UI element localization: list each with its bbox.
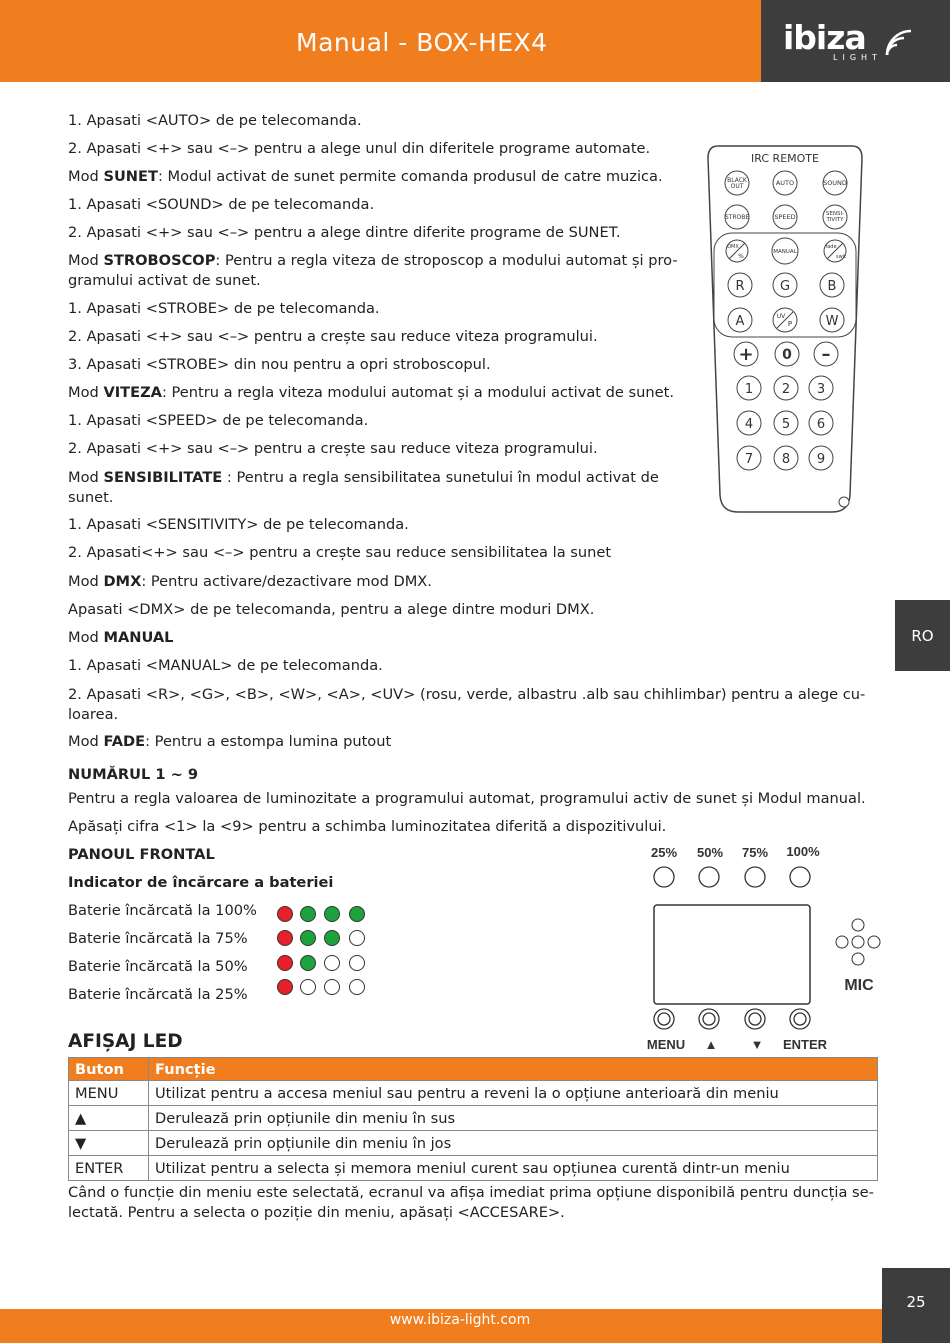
remote-sound-label: SOUND [823, 179, 847, 187]
body-line [68, 765, 198, 784]
body-line-text: Apăsați cifra <1> la <9> pentru a schimba luminozitatea diferită a dispozitivului. [68, 818, 667, 835]
remote-dmx-label: DMX [727, 244, 739, 250]
battery-led-green [300, 955, 316, 971]
body-line-bold: NUMĂRUL 1 ~ 9 [68, 766, 199, 783]
table-cell-function: Utilizat pentru a selecta și memora meniul curent sau opțiunea curentă dintr-un meniu [149, 1156, 878, 1181]
body-line-text: 1. Apasati <AUTO> de pe telecomanda. [68, 112, 362, 129]
battery-led-green [349, 906, 365, 922]
brand-logo [761, 0, 950, 82]
body-line [68, 901, 257, 920]
panel-down-label: ▼ [750, 1037, 764, 1052]
footer-url-link[interactable]: www.ibiza-light.com [389, 1312, 531, 1328]
body-line-text: Mod [68, 629, 104, 646]
table-row [69, 1081, 878, 1106]
battery-led-off [349, 930, 365, 946]
table-cell-button: ▼ [69, 1131, 149, 1156]
body-line-text: 1. Apasati <MANUAL> de pe telecomanda. [68, 657, 383, 674]
body-line-text: : Modul activat de sunet permite comanda produsul de catre muzica. [157, 168, 663, 185]
battery-led-green [300, 930, 316, 946]
body-line [68, 845, 215, 864]
remote-swit-label: swit [835, 254, 847, 260]
table-cell-button: ▲ [69, 1106, 149, 1131]
body-line [68, 789, 866, 808]
body-line-text: Pentru a regla valoarea de luminozitate a programului automat, programului activ de sunet și Modul manual. [68, 790, 866, 807]
body-line-bold: SENSIBILITATE [103, 469, 223, 486]
led-display-heading: AFIȘAJ LED [68, 1031, 183, 1052]
body-line-text: Mod [68, 168, 104, 185]
body-line-text: : Pentru a regla viteza de stroposcop a modului automat și pro- [215, 252, 678, 269]
signal-waves-icon [883, 25, 923, 59]
battery-led-red [277, 955, 293, 971]
battery-led-off [349, 979, 365, 995]
body-line-bold: Indicator de încărcare a bateriei [68, 874, 334, 891]
body-line [68, 515, 409, 534]
remote-digit-label: 2 [781, 382, 791, 397]
body-line-bold: DMX [103, 573, 142, 590]
body-line-text: : Pentru a estompa lumina putout [145, 733, 392, 750]
remote-percent-label: % [738, 253, 744, 260]
button-function-table [68, 1057, 878, 1181]
body-line [68, 929, 248, 948]
closing-line-1: Când o funcție din meniu este selectată, ecranul va afișa imediat prima opțiune disponibilă pentru duncția se- [68, 1184, 874, 1201]
table-cell-button: MENU [69, 1081, 149, 1106]
body-line-text: 2. Apasati <+> sau <–> pentru a alege dintre diferite programe de SUNET. [68, 224, 621, 241]
battery-led-green [300, 906, 316, 922]
remote-r-label: R [735, 279, 745, 294]
body-line [68, 299, 380, 318]
remote-zero-label: 0 [782, 347, 792, 363]
panel-lcd-display [654, 905, 810, 1004]
remote-manual-label: MANUAL [773, 249, 797, 255]
battery-led-red [277, 979, 293, 995]
panel-label-100: 100% [786, 844, 820, 859]
body-line [68, 705, 118, 724]
body-line-text: 1. Apasati <SENSITIVITY> de pe telecomanda. [68, 516, 409, 533]
body-line [68, 167, 663, 186]
body-line [68, 383, 674, 402]
battery-led-off [300, 979, 316, 995]
remote-blackout-label: BLACK [727, 177, 747, 184]
body-line-text: 2. Apasati <+> sau <–> pentru a crește sau reduce viteza programului. [68, 440, 598, 457]
body-line-text: 2. Apasati <+> sau <–> pentru a crește sau reduce viteza programului. [68, 328, 598, 345]
table-cell-function: Utilizat pentru a accesa meniul sau pentru a reveni la o opțiune anterioară din meniu [149, 1081, 878, 1106]
body-line [68, 600, 594, 619]
table-header-row [69, 1058, 878, 1081]
body-line-text: 2. Apasati <R>, <G>, <B>, <W>, <A>, <UV> (rosu, verde, albastru .alb sau chihlimbar) pentru a alege cu- [68, 686, 866, 703]
body-line-text: Mod [68, 384, 104, 401]
body-line [68, 873, 333, 892]
remote-uv-label: UV [776, 313, 786, 320]
battery-led-off [349, 955, 365, 971]
body-line-text: 1. Apasati <SPEED> de pe telecomanda. [68, 412, 369, 429]
table-row [69, 1156, 878, 1181]
remote-digit-label: 6 [816, 417, 826, 432]
body-line-text: : Pentru a regla sensibilitatea sunetului în modul activat de [222, 469, 659, 486]
svg-text:TIVITY: TIVITY [826, 217, 844, 223]
panel-enter-label: ENTER [782, 1037, 828, 1052]
body-line-bold: VITEZA [103, 384, 162, 401]
body-line [68, 439, 598, 458]
body-line-text: Mod [68, 469, 104, 486]
table-row [69, 1131, 878, 1156]
body-line-text: Apasati <DMX> de pe telecomanda, pentru a alege dintre moduri DMX. [68, 601, 595, 618]
body-line-text: Baterie încărcată la 75% [68, 930, 248, 947]
body-line [68, 685, 865, 704]
table-cell-button: ENTER [69, 1156, 149, 1181]
panel-up-label: ▲ [704, 1037, 718, 1052]
remote-g-label: G [779, 279, 791, 294]
panel-menu-label: MENU [646, 1037, 686, 1052]
body-line-bold: FADE [103, 733, 146, 750]
body-line-text: loarea. [68, 706, 119, 723]
ir-remote-illustration [700, 140, 870, 520]
panel-led-50 [699, 867, 719, 887]
body-line-text: : Pentru activare/dezactivare mod DMX. [141, 573, 432, 590]
body-line-text: Baterie încărcată la 50% [68, 958, 248, 975]
panel-label-25: 25% [650, 845, 678, 860]
panel-led-75 [745, 867, 765, 887]
remote-title: IRC REMOTE [751, 152, 819, 165]
battery-led-green [324, 906, 340, 922]
battery-led-green [324, 930, 340, 946]
remote-digit-label: 8 [781, 452, 791, 467]
logo-wordmark: ibiza [783, 18, 866, 57]
panel-led-100 [790, 867, 810, 887]
body-line [68, 572, 432, 591]
body-line [68, 327, 598, 346]
table-header-button: Buton [69, 1058, 149, 1081]
remote-w-label: W [825, 314, 839, 329]
body-line-text: sunet. [68, 489, 114, 506]
remote-auto-label: AUTO [775, 179, 795, 187]
body-line-text: Baterie încărcată la 25% [68, 986, 248, 1003]
body-line-text: gramului activat de sunet. [68, 272, 261, 289]
remote-strobe-label: STROBE [724, 214, 750, 221]
body-line [68, 957, 248, 976]
table-header-function: Funcție [149, 1058, 878, 1081]
panel-led-25 [654, 867, 674, 887]
remote-digit-label: 5 [781, 417, 791, 432]
body-line [68, 468, 659, 487]
remote-sensitivity-label: SENSI- [825, 211, 845, 217]
svg-text:OUT: OUT [730, 183, 744, 190]
battery-led-red [277, 930, 293, 946]
body-line-text: Baterie încărcată la 100% [68, 902, 257, 919]
body-line-text: 3. Apasati <STROBE> din nou pentru a opri stroboscopul. [68, 356, 491, 373]
battery-led-off [324, 979, 340, 995]
front-panel-illustration [640, 838, 874, 1058]
body-line [68, 656, 383, 675]
closing-line-2: lectată. Pentru a selecta o poziție din meniu, apăsați <ACCESARE>. [68, 1204, 565, 1221]
body-line [68, 488, 113, 507]
remote-ir-window [839, 497, 849, 507]
remote-digit-label: 1 [744, 382, 754, 397]
body-line [68, 817, 666, 836]
remote-a-label: A [735, 314, 745, 329]
body-line [68, 111, 362, 130]
body-line-text: 2. Apasati <+> sau <–> pentru a alege unul din diferitele programe automate. [68, 140, 651, 157]
body-line [68, 732, 391, 751]
body-line-text: Mod [68, 252, 104, 269]
body-line [68, 271, 261, 290]
remote-speed-label: SPEED [774, 213, 796, 221]
body-line [68, 543, 611, 562]
body-line [68, 628, 173, 647]
body-line [68, 411, 368, 430]
body-line [68, 355, 491, 374]
remote-b-label: B [827, 279, 837, 294]
body-line [68, 251, 678, 270]
panel-label-50: 50% [696, 845, 724, 860]
remote-plus-label: + [738, 344, 754, 365]
body-line-bold: PANOUL FRONTAL [68, 846, 215, 863]
panel-mic-label: MIC [844, 977, 874, 994]
panel-label-75: 75% [741, 845, 769, 860]
page-number: 25 [882, 1268, 950, 1343]
table-cell-function: Derulează prin opțiunile din meniu în sus [149, 1106, 878, 1131]
remote-digit-label: 9 [816, 452, 826, 467]
body-line-text: Mod [68, 573, 104, 590]
body-line [68, 985, 248, 1004]
body-line-bold: SUNET [103, 168, 158, 185]
remote-minus-label: – [821, 344, 831, 365]
remote-p-label: P [787, 320, 793, 328]
body-line-bold: MANUAL [103, 629, 174, 646]
remote-digit-label: 4 [744, 417, 754, 432]
body-line [68, 223, 621, 242]
table-row [69, 1106, 878, 1131]
remote-digit-label: 3 [816, 382, 826, 397]
battery-led-red [277, 906, 293, 922]
body-line-text: 2. Apasati<+> sau <–> pentru a crește sau reduce sensibilitatea la sunet [68, 544, 612, 561]
battery-led-off [324, 955, 340, 971]
body-line-text: : Pentru a regla viteza modului automat și a modului activat de sunet. [161, 384, 674, 401]
body-line-text: 1. Apasati <SOUND> de pe telecomanda. [68, 196, 375, 213]
body-line-text: Mod [68, 733, 104, 750]
body-line-text: 1. Apasati <STROBE> de pe telecomanda. [68, 300, 380, 317]
body-line [68, 195, 374, 214]
table-cell-function: Derulează prin opțiunile din meniu în jos [149, 1131, 878, 1156]
body-line-bold: STROBOSCOP [103, 252, 216, 269]
language-tab: RO [895, 600, 950, 671]
page-title: Manual - BOX-HEX4 [296, 28, 548, 57]
remote-digit-label: 7 [744, 452, 754, 467]
body-line [68, 139, 650, 158]
remote-fade-label: fade [825, 244, 837, 250]
logo-subtitle: LIGHT [833, 53, 882, 62]
